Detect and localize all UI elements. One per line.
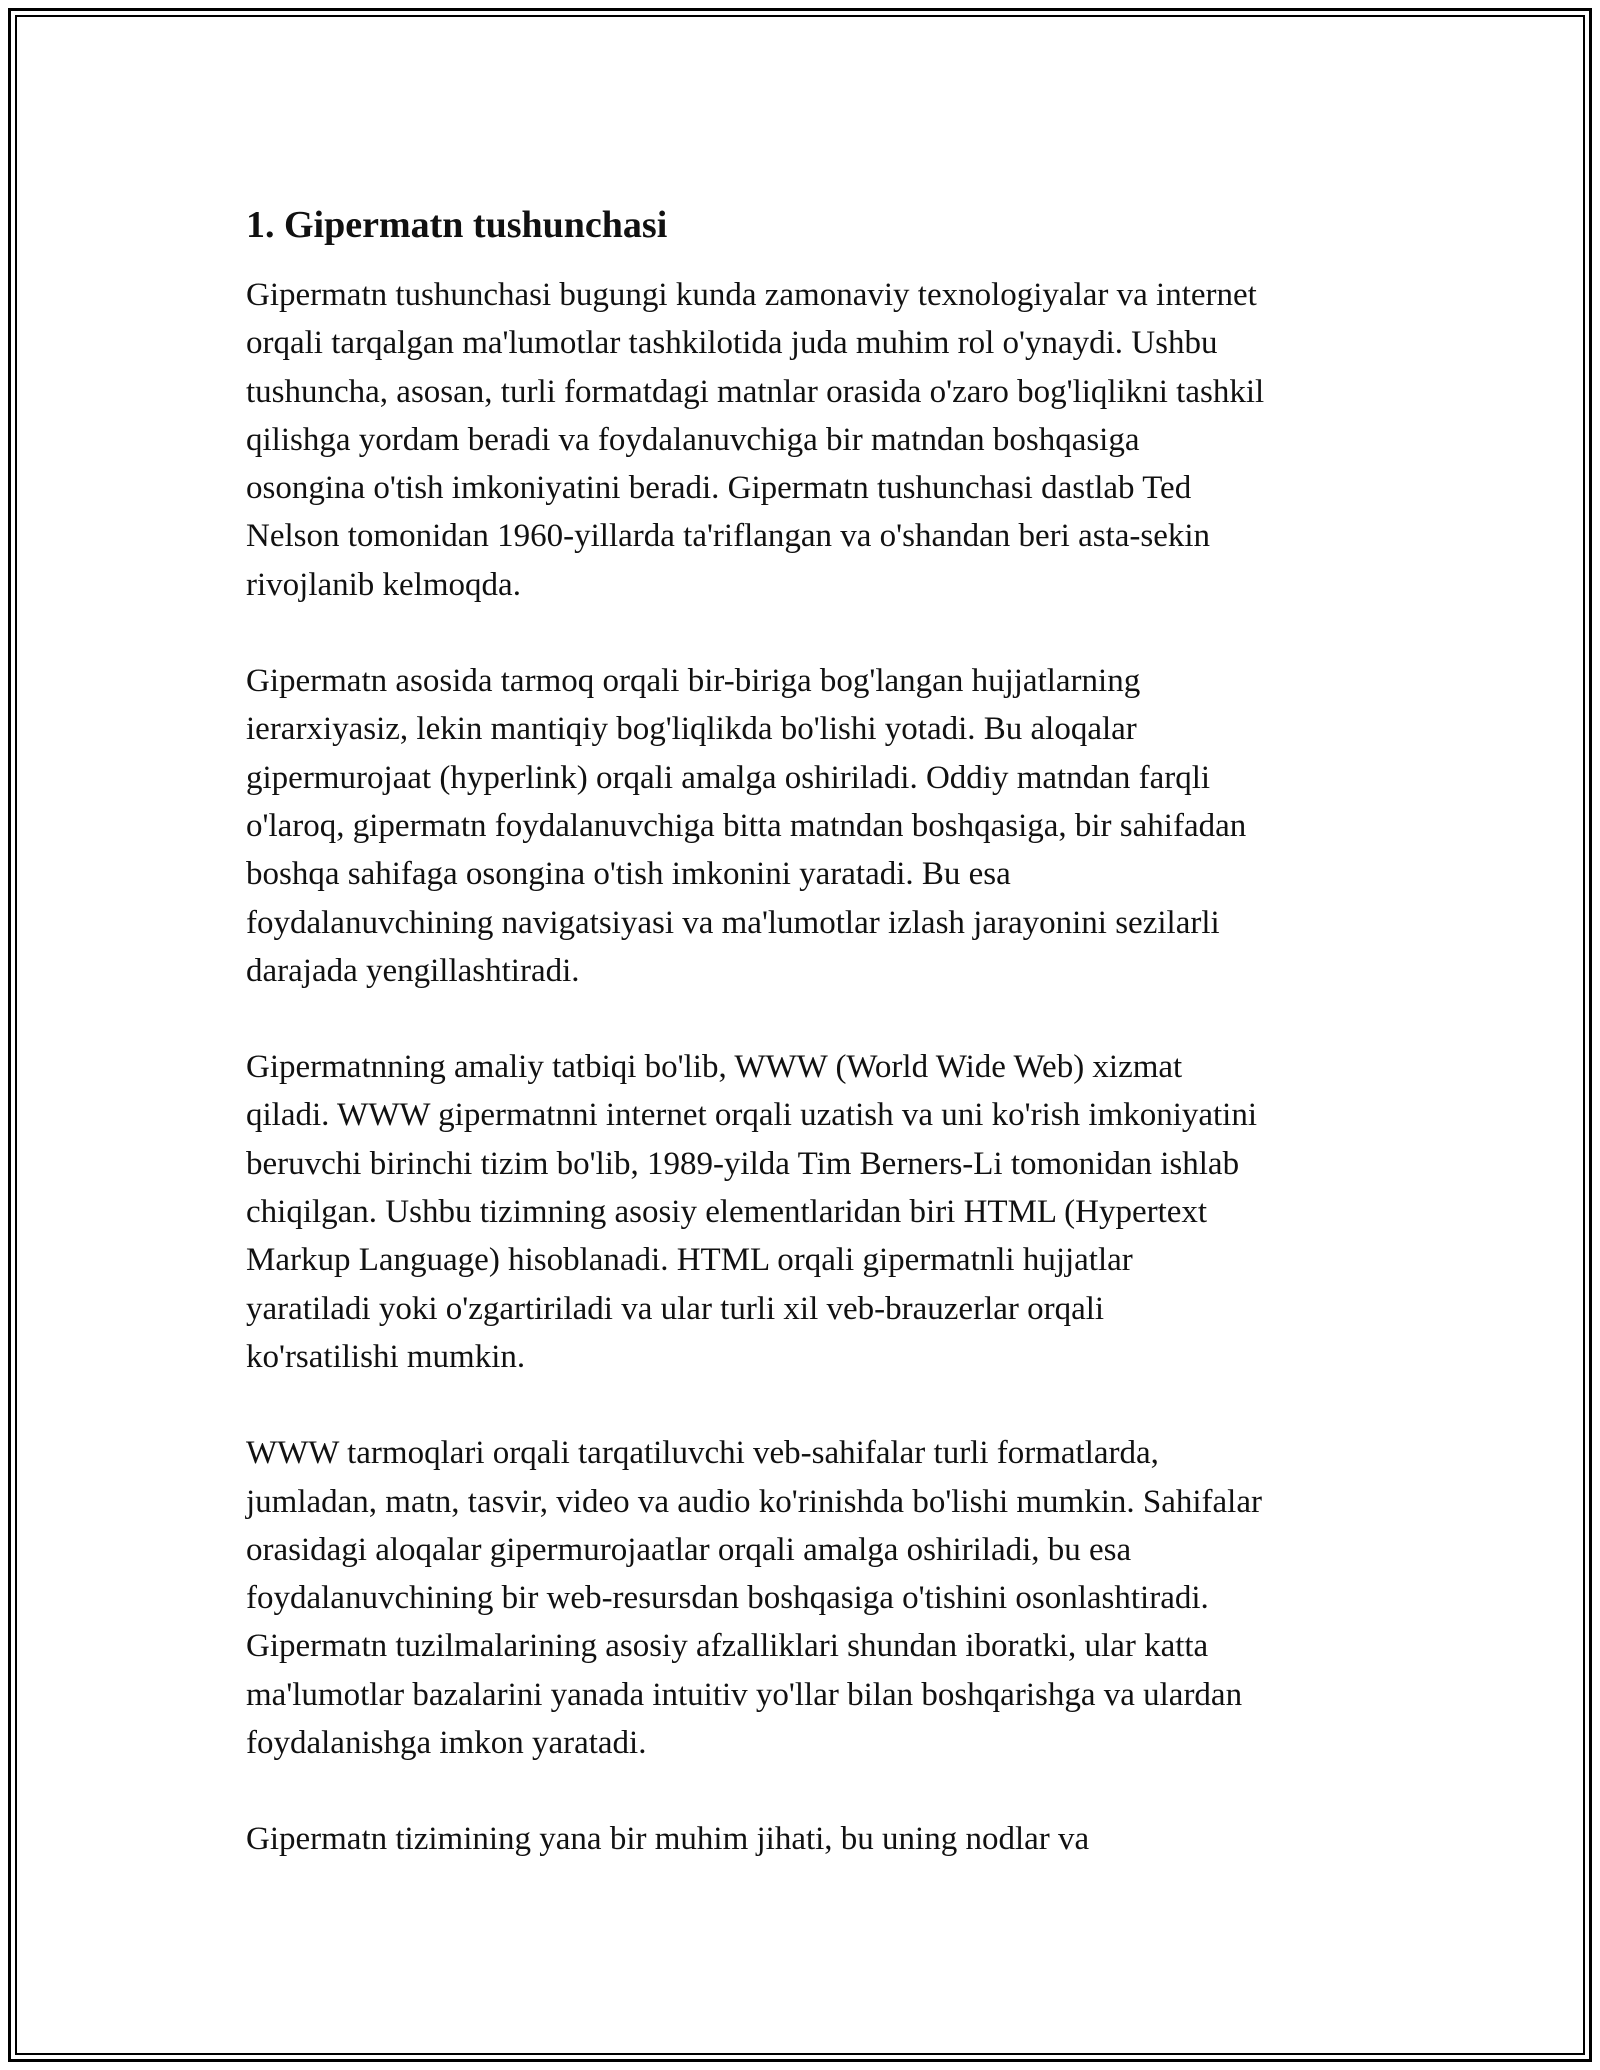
page-frame (8, 8, 1592, 2062)
paragraph-line: darajada yengillashtiradi. (246, 952, 580, 989)
paragraph-line: boshqa sahifaga osongina o'tish imkonini yaratadi. Bu esa (246, 856, 1011, 893)
paragraph-line: osongina o'tish imkoniyatini beradi. Gipermatn tushunchasi dastlab Ted (246, 470, 1192, 507)
paragraph-line: qilishga yordam beradi va foydalanuvchiga bir matndan boshqasiga (246, 421, 1140, 458)
paragraph-line: yaratiladi yoki o'zgartiriladi va ular turli xil veb-brauzerlar orqali (246, 1290, 1105, 1327)
paragraph-line: Gipermatn tizimining yana bir muhim jihati, bu uning nodlar va (246, 1821, 1090, 1858)
document-body (246, 199, 1386, 1912)
paragraph-3 (246, 1043, 1386, 1381)
paragraph-line: Gipermatnning amaliy tatbiqi bo'lib, WWW (World Wide Web) xizmat (246, 1049, 1183, 1086)
paragraph-5 (246, 1815, 1386, 1863)
paragraph-line: rivojlanib kelmoqda. (246, 566, 521, 603)
paragraph-line: Gipermatn tuzilmalarining asosiy afzalliklari shundan iboratki, ular katta (246, 1628, 1209, 1665)
paragraph-line: orqali tarqalgan ma'lumotlar tashkilotida juda muhim rol o'ynaydi. Ushbu (246, 325, 1218, 362)
paragraph-line: WWW tarmoqlari orqali tarqatiluvchi veb-sahifalar turli formatlarda, (246, 1435, 1159, 1472)
paragraph-line: jumladan, matn, tasvir, video va audio ko'rinishda bo'lishi mumkin. Sahifalar (246, 1483, 1262, 1520)
paragraph-line: gipermurojaat (hyperlink) orqali amalga oshiriladi. Oddiy matndan farqli (246, 759, 1211, 796)
paragraph-2 (246, 657, 1386, 995)
paragraph-line: o'laroq, gipermatn foydalanuvchiga bitta matndan boshqasiga, bir sahifadan (246, 807, 1247, 844)
paragraph-line: Markup Language) hisoblanadi. HTML orqali gipermatnli hujjatlar (246, 1242, 1133, 1279)
paragraph-line: beruvchi birinchi tizim bo'lib, 1989-yilda Tim Berners-Li tomonidan ishlab (246, 1145, 1240, 1182)
section-heading: 1. Gipermatn tushunchasi (246, 204, 668, 246)
paragraph-line: ierarxiyasiz, lekin mantiqiy bog'liqlikda bo'lishi yotadi. Bu aloqalar (246, 711, 1137, 748)
paragraph-line: chiqilgan. Ushbu tizimning asosiy elementlaridan biri HTML (Hypertext (246, 1194, 1208, 1231)
paragraph-line: ma'lumotlar bazalarini yanada intuitiv yo'llar bilan boshqarishga va ulardan (246, 1676, 1243, 1713)
paragraph-line: orasidagi aloqalar gipermurojaatlar orqali amalga oshiriladi, bu esa (246, 1531, 1132, 1568)
paragraph-line: Gipermatn tushunchasi bugungi kunda zamonaviy texnologiyalar va internet (246, 277, 1257, 313)
paragraph-line: foydalanuvchining bir web-resursdan boshqasiga o'tishini osonlashtiradi. (246, 1580, 1209, 1617)
paragraph-line: foydalanishga imkon yaratadi. (246, 1725, 647, 1762)
paragraph-line: Nelson tomonidan 1960-yillarda ta'riflangan va o'shandan beri asta-sekin (246, 518, 1211, 555)
paragraph-line: foydalanuvchining navigatsiyasi va ma'lumotlar izlash jarayonini sezilarli (246, 904, 1220, 941)
paragraph-line: ko'rsatilishi mumkin. (246, 1338, 526, 1375)
paragraph-line: qiladi. WWW gipermatnni internet orqali uzatish va uni ko'rish imkoniyatini (246, 1097, 1258, 1134)
paragraph-line: tushuncha, asosan, turli formatdagi matnlar orasida o'zaro bog'liqlikni tashkil (246, 373, 1265, 410)
paragraph-line: Gipermatn asosida tarmoq orqali bir-biriga bog'langan hujjatlarning (246, 663, 1141, 700)
paragraph-1 (246, 271, 1386, 609)
paragraph-4 (246, 1429, 1386, 1767)
